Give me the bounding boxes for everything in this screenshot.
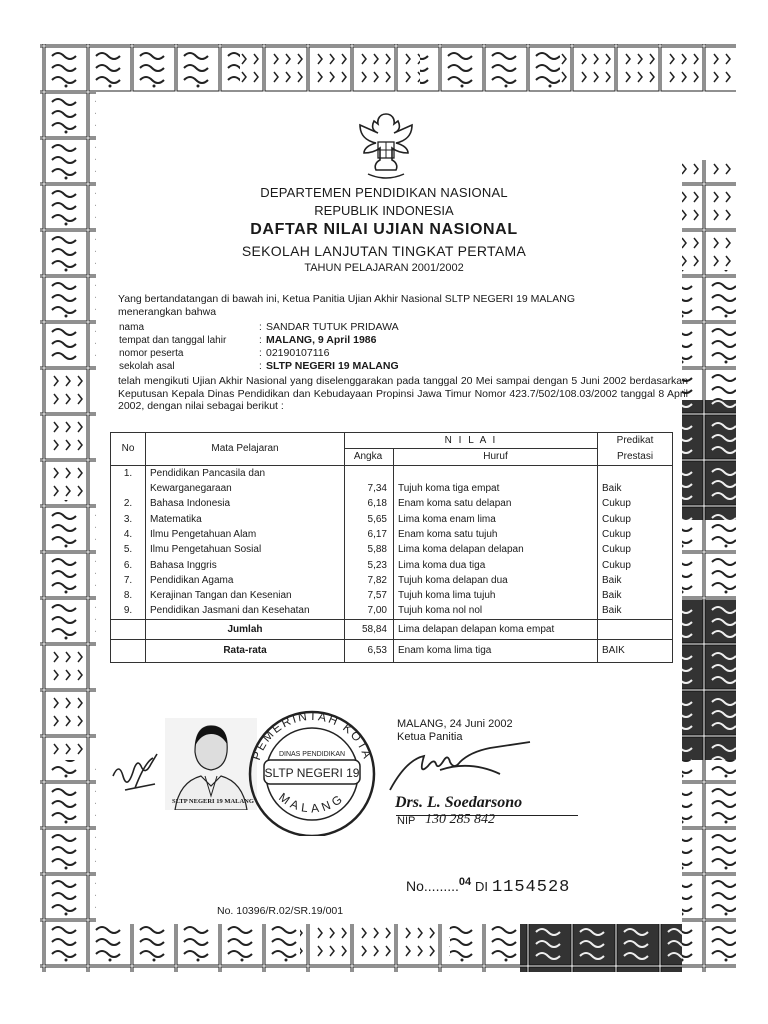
row-huruf: Lima koma dua tiga <box>394 557 598 572</box>
table-row <box>111 573 673 588</box>
row-predikat: Baik <box>598 588 673 603</box>
row-no: 1. <box>111 465 146 481</box>
student-name: SANDAR TUTUK PRIDAWA <box>266 321 399 333</box>
average-label: Rata-rata <box>146 639 345 662</box>
serial-number <box>406 878 570 897</box>
document-title: DAFTAR NILAI UJIAN NASIONAL <box>250 221 518 238</box>
row-angka: 7,34 <box>345 481 394 496</box>
department-heading: DEPARTEMEN PENDIDIKAN NASIONAL <box>260 185 508 200</box>
header-huruf: Huruf <box>394 449 598 465</box>
student-number: 02190107116 <box>266 347 330 359</box>
school-level-heading: SEKOLAH LANJUTAN TINGKAT PERTAMA <box>241 243 527 259</box>
row-subject: Pendidikan Agama <box>146 573 345 588</box>
row-no <box>111 481 146 496</box>
exam-statement: telah mengikuti Ujian Akhir Nasional yang diselenggarakan pada tanggal 20 Mei sampai dengan 5 Juni 2002 berdasarkan Keputusan Kepala Dinas Pendidikan dan Kebudayaan Propinsi Jawa Timur Nomor 423.7/502/108.03/2002 tanggal 8 April 2002, dengan nilai sebagai berikut : <box>118 375 688 412</box>
total-angka: 58,84 <box>345 619 394 639</box>
row-huruf: Enam koma satu delapan <box>394 496 598 511</box>
student-signature <box>105 740 175 800</box>
row-huruf: Tujuh koma nol nol <box>394 603 598 619</box>
photo-caption: SLTP NEGERI 19 MALANG <box>172 798 254 805</box>
row-subject: Ilmu Pengetahuan Alam <box>146 527 345 542</box>
row-angka: 6,18 <box>345 496 394 511</box>
row-huruf: Enam koma satu tujuh <box>394 527 598 542</box>
header-angka: Angka <box>345 449 394 465</box>
header-subject: Mata Pelajaran <box>146 433 345 466</box>
stamp-outer-top: PEMERINTAH KOTA <box>248 708 376 762</box>
row-huruf: Lima koma enam lima <box>394 511 598 526</box>
row-no: 8. <box>111 588 146 603</box>
row-subject: Kerajinan Tangan dan Kesenian <box>146 588 345 603</box>
birth-label: tempat dan tanggal lahir <box>119 335 227 346</box>
average-predikat: BAIK <box>598 639 673 662</box>
grades-table <box>110 432 673 663</box>
row-no: 7. <box>111 573 146 588</box>
row-predikat: Cukup <box>598 542 673 557</box>
signature-place-date: MALANG, 24 Juni 2002 <box>397 718 513 730</box>
nip-label: NIP <box>397 815 416 827</box>
header-predikat-2: Prestasi <box>598 449 673 465</box>
chairman-name: Drs. L. Soedarsono <box>395 794 523 811</box>
row-no: 3. <box>111 511 146 526</box>
row-predikat: Cukup <box>598 557 673 572</box>
school-separator: : <box>259 361 262 372</box>
school-label: sekolah asal <box>119 361 175 372</box>
table-row <box>111 481 673 496</box>
chairman-signature <box>380 740 550 800</box>
number-separator: : <box>259 348 262 359</box>
table-row <box>111 465 673 481</box>
row-huruf: Tujuh koma lima tujuh <box>394 588 598 603</box>
row-angka: 7,00 <box>345 603 394 619</box>
table-row <box>111 603 673 619</box>
row-no: 9. <box>111 603 146 619</box>
stamp-outer-bottom: MALANG <box>276 789 348 816</box>
student-school: SLTP NEGERI 19 MALANG <box>266 360 399 372</box>
row-angka: 5,88 <box>345 542 394 557</box>
number-label: nomor peserta <box>119 348 184 359</box>
row-no: 4. <box>111 527 146 542</box>
table-row <box>111 527 673 542</box>
name-label: nama <box>119 322 145 333</box>
stamp-inner-main: SLTP NEGERI 19 <box>264 766 360 780</box>
row-angka: 5,23 <box>345 557 394 572</box>
row-angka: 6,17 <box>345 527 394 542</box>
student-birth: MALANG, 9 April 1986 <box>266 334 377 346</box>
header-predikat-1: Predikat <box>598 433 673 449</box>
intro-line-1: Yang bertandatangan di bawah ini, Ketua Panitia Ujian Akhir Nasional SLTP NEGERI 19 MALANG <box>118 293 576 305</box>
table-row <box>111 496 673 511</box>
official-stamp <box>238 706 386 836</box>
row-subject: Bahasa Inggris <box>146 557 345 572</box>
total-label: Jumlah <box>146 619 345 639</box>
row-angka: 5,65 <box>345 511 394 526</box>
row-predikat: Baik <box>598 481 673 496</box>
serial-series: DI <box>475 879 489 894</box>
table-row <box>111 542 673 557</box>
row-subject: Bahasa Indonesia <box>146 496 345 511</box>
signature-role: Ketua Panitia <box>397 731 463 743</box>
total-huruf: Lima delapan delapan koma empat <box>394 619 598 639</box>
row-no: 2. <box>111 496 146 511</box>
row-predikat: Baik <box>598 603 673 619</box>
table-row <box>111 511 673 526</box>
reference-number: No. 10396/R.02/SR.19/001 <box>217 905 344 917</box>
serial-code: 04 <box>458 876 472 888</box>
birth-separator: : <box>259 335 262 346</box>
stamp-inner-top: DINAS PENDIDIKAN <box>278 751 346 758</box>
average-angka: 6,53 <box>345 639 394 662</box>
row-huruf: Lima koma delapan delapan <box>394 542 598 557</box>
row-no: 5. <box>111 542 146 557</box>
row-subject: Ilmu Pengetahuan Sosial <box>146 542 345 557</box>
nip-number: 130 285 842 <box>425 812 495 827</box>
row-subject: Kewarganegaraan <box>146 481 345 496</box>
table-row <box>111 588 673 603</box>
row-huruf <box>394 465 598 481</box>
row-predikat: Cukup <box>598 496 673 511</box>
header-nilai: N I L A I <box>345 433 598 449</box>
average-huruf: Enam koma lima tiga <box>394 639 598 662</box>
total-row <box>111 619 673 639</box>
row-predikat: Cukup <box>598 511 673 526</box>
academic-year: TAHUN PELAJARAN 2001/2002 <box>304 262 464 274</box>
row-angka: 7,57 <box>345 588 394 603</box>
garuda-emblem-icon <box>350 108 422 184</box>
row-angka: 7,82 <box>345 573 394 588</box>
row-subject: Matematika <box>146 511 345 526</box>
row-predikat <box>598 465 673 481</box>
average-row <box>111 639 673 662</box>
republic-heading: REPUBLIK INDONESIA <box>314 203 454 218</box>
row-predikat: Baik <box>598 573 673 588</box>
row-huruf: Tujuh koma delapan dua <box>394 573 598 588</box>
row-no: 6. <box>111 557 146 572</box>
serial-prefix: No......... <box>406 878 459 894</box>
total-predikat <box>598 619 673 639</box>
row-huruf: Tujuh koma tiga empat <box>394 481 598 496</box>
row-predikat: Cukup <box>598 527 673 542</box>
header-no: No <box>111 433 146 466</box>
row-subject: Pendidikan Pancasila dan <box>146 465 345 481</box>
intro-line-2: menerangkan bahwa <box>118 306 217 318</box>
table-row <box>111 557 673 572</box>
name-separator: : <box>259 322 262 333</box>
row-subject: Pendidikan Jasmani dan Kesehatan <box>146 603 345 619</box>
serial-digits: 1154528 <box>491 878 571 897</box>
row-angka <box>345 465 394 481</box>
